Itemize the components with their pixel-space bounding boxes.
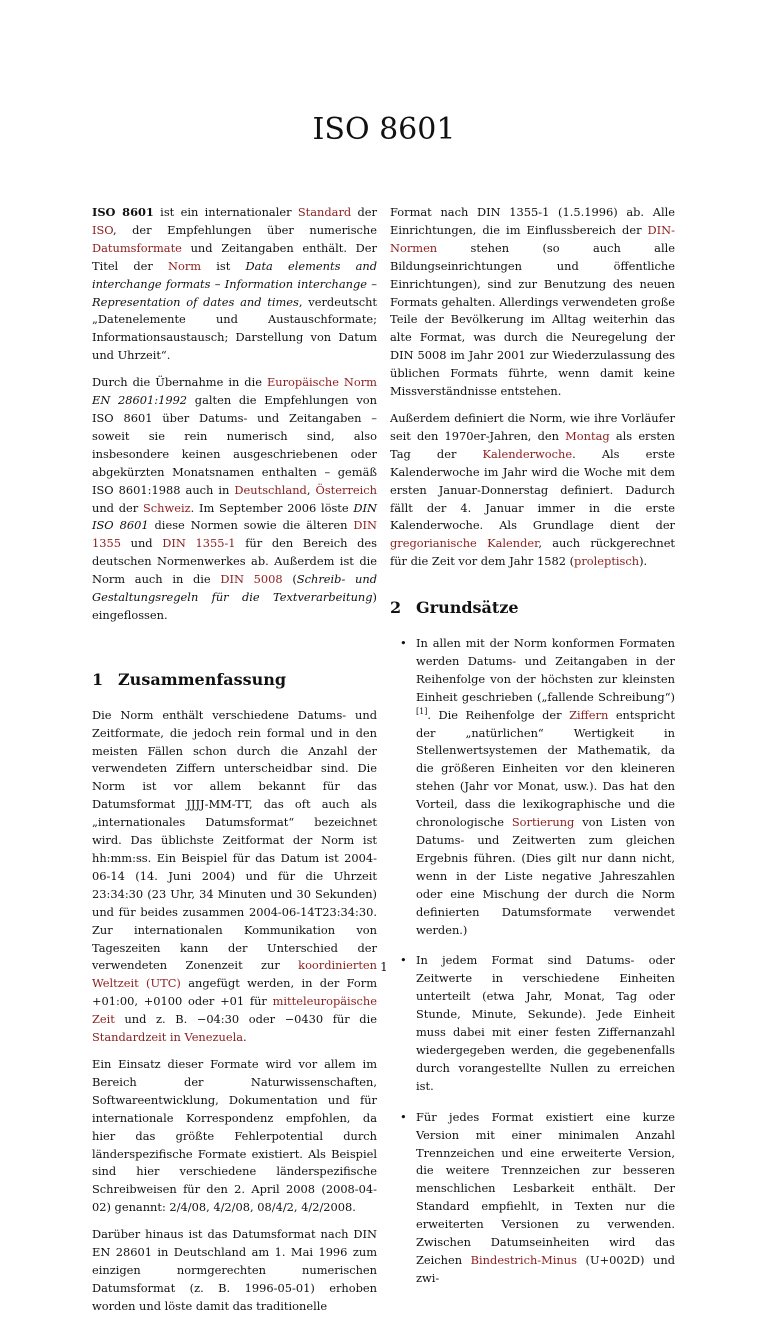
link-venezuela[interactable]: Standardzeit in Venezuela	[92, 1030, 244, 1045]
section-1-paragraph-2: Ein Einsatz dieser Formate wird vor allem im Bereich der Naturwissenschaften, Softwareentwicklung, Dokumentation und für internationale Korrespondenz empfohlen, da hier das größte Fehlerpotential durch länderspezifische Formate existiert. Als Beispiel sind hier verschiedene länderspezifische Schreibweisen für den 2. April 2008 (2008-04-02) genannt: 2/4/08, 4/2/08, 08/4/2, 4/2/2008.	[92, 1056, 377, 1215]
link-bindestrich-minus[interactable]: Bindestrich-Minus	[470, 1252, 577, 1267]
list-item: • In jedem Format sind Datums- oder Zeitwerte in verschiedene Einheiten unterteilt (etwa Jahr, Monat, Tag oder Stunde, Minute, Sekunde). Jede Einheit muss dabei mit einer festen Ziffernanzahl wiedergegeben werden, die gegebenenfalls durch vorangestellte Nullen zu erreichen ist.	[390, 952, 675, 1095]
link-schweiz[interactable]: Schweiz	[142, 500, 191, 515]
list-item: • In allen mit der Norm konformen Formaten werden Datums- und Zeitangaben in der Reihenfolge von der höchsten zur kleinsten Einheit geschrieben („fallende Schreibung“)[1]. Die Reihenfolge der Ziffern entspricht der „natürlichen“ Wertigkeit in Stellenwertsystemen der Mathematik, da die größeren Einheiten vor den kleineren stehen (Jahr vor Monat, usw.). Das hat den Vorteil, dass die lexikographische und die chronologische Sortierung von Listen von Datums- und Zeitwerten zum gleichen Ergebnis führen. (Dies gilt nur dann nicht, wenn in der Liste negative Jahreszahlen oder eine Mischung der durch die Norm definierten Datumsformate verwendet werden.)	[390, 635, 675, 939]
link-proleptisch[interactable]: proleptisch	[574, 554, 640, 569]
link-montag[interactable]: Montag	[565, 428, 610, 443]
reference-marker[interactable]: [1]	[416, 706, 428, 716]
norm-title: Data elements and interchange formats – Information interchange – Representation of dates and times	[92, 258, 378, 309]
intro-paragraph-2: Durch die Übernahme in die Europäische Norm EN 28601:1992 galten die Empfehlungen von ISO 8601 über Datums- und Zeitangaben – soweit sie rein numerisch sind, also insbesondere keinen ausgeschriebenen oder abgekürzten Monatsnamen enthalten – gemäß ISO 8601:1988 auch in Deutschland, Österreich und der Schweiz. Im September 2006 löste DIN ISO 8601 diese Normen sowie die älteren DIN 1355 und DIN 1355-1 für den Bereich des deutschen Normenwerkes ab. Außerdem ist die Norm auch in die DIN 5008 (Schreib- und Gestaltungsregeln für die Textverarbeitung) eingeflossen.	[92, 375, 377, 622]
left-column	[92, 204, 377, 1325]
page-number: 1	[380, 960, 388, 974]
right-column	[390, 204, 675, 1301]
intro-paragraph-1: ISO 8601 ist ein internationaler Standard der ISO, der Empfehlungen über numerische Datumsformate und Zeitangaben enthält. Der Titel der Norm ist Data elements and interchange formats – Information interchange – Representation of dates and times, verdeutscht „Datenelemente und Austauschformate; Informationsaustausch; Darstellung von Datum und Uhrzeit“.	[92, 205, 378, 363]
link-din-normen[interactable]: DIN-Normen	[390, 222, 675, 255]
link-kalenderwoche[interactable]: Kalenderwoche	[482, 446, 573, 461]
link-deutschland[interactable]: Deutschland	[234, 482, 307, 497]
link-din-5008[interactable]: DIN 5008	[220, 572, 283, 587]
lead-term: ISO 8601	[92, 205, 154, 219]
link-datumsformate[interactable]: Datumsformate	[92, 240, 182, 255]
link-iso[interactable]: ISO	[92, 222, 113, 237]
link-norm[interactable]: Norm	[168, 258, 202, 273]
link-gregorianischer-kalender[interactable]: gregorianische Kalender	[390, 536, 539, 551]
link-din-1355-1[interactable]: DIN 1355-1	[162, 536, 236, 551]
link-din-1355[interactable]: DIN 1355	[92, 518, 377, 551]
link-sortierung[interactable]: Sortierung	[511, 815, 575, 830]
section-1-paragraph-3: Darüber hinaus ist das Datumsformat nach DIN EN 28601 in Deutschland am 1. Mai 1996 zum einzigen normgerechten numerischen Datumsformat (z. B. 1996-05-01) erhoben worden und löste damit das traditionelle	[92, 1227, 377, 1313]
page-title: ISO 8601	[312, 112, 456, 147]
link-mez[interactable]: mitteleuropäische Zeit	[92, 994, 377, 1027]
link-oesterreich[interactable]: Österreich	[315, 482, 377, 497]
section-2-heading: 2 Grundsätze	[390, 598, 519, 618]
list-item: • Für jedes Format existiert eine kurze Version mit einer minimalen Anzahl Trennzeichen und eine erweiterte Version, die weitere Trennzeichen zur besseren menschlichen Lesbarkeit enthält. Der Standard empfiehlt, in Texten nur die erweiterten Versionen zu verwenden. Zwischen Datumseinheiten wird das Zeichen Bindestrich-Minus (U+002D) und zwi-	[390, 1109, 675, 1288]
link-utc[interactable]: koordinierten Weltzeit (UTC)	[92, 958, 377, 991]
section-1-heading: 1 Zusammenfassung	[92, 669, 287, 689]
link-standard[interactable]: Standard	[297, 205, 352, 219]
calendar-week-paragraph: Außerdem definiert die Norm, wie ihre Vorläufer seit den 1970er-Jahren, den Montag als ersten Tag der Kalenderwoche. Als erste Kalenderwoche im Jahr wird die Woche mit dem ersten Januar-Donnerstag definiert. Dadurch fällt der 4. Januar immer in die erste Kalenderwoche. Als Grundlage dient der gregorianische Kalender, auch rückgerechnet für die Zeit vor dem Jahr 1582 (proleptisch).	[390, 410, 676, 569]
section-1-paragraph-1: Die Norm enthält verschiedene Datums- und Zeitformate, die jedoch rein formal und in den meisten Fällen schon durch die Anzahl der verwendeten Ziffern unterscheidbar sind. Die Norm ist vor allem bekannt für das Datumsformat JJJJ-MM-TT, das oft auch als „internationales Datumsformat“ bezeichnet wird. Das üblichste Zeitformat der Norm ist hh:mm:ss. Ein Beispiel für das Datum ist 2004-06-14 (14. Juni 2004) und für die Uhrzeit 23:34:30 (23 Uhr, 34 Minuten und 30 Sekunden) und für beides zusammen 2004-06-14T23:34:30. Zur internationalen Kommunikation von Tageszeiten kann der Unterschied der verwendeten Zonenzeit zur koordinierten Weltzeit (UTC) angefügt werden, in der Form +01:00, +0100 oder +01 für mitteleuropäische Zeit und z. B. −04:30 oder −0430 für die Standardzeit in Venezuela.	[92, 707, 378, 1045]
link-europaeische-norm[interactable]: Europäische Norm	[266, 375, 377, 390]
continued-paragraph: Format nach DIN 1355-1 (1.5.1996) ab. Alle Einrichtungen, die im Einflussbereich der DIN-Normen stehen (so auch alle Bildungseinrichtungen und öffentliche Einrichtungen), sind zur Benutzung des neuen Formats gehalten. Allerdings verwendeten große Teile der Bevölkerung im Alltag weiterhin das alte Format, was durch die Neuregelung der DIN 5008 im Jahr 2001 zur Wiederzulassung des üblichen Formats führte, wenn damit keine Missverständnisse entstehen.	[390, 205, 675, 399]
link-ziffern[interactable]: Ziffern	[569, 707, 609, 722]
